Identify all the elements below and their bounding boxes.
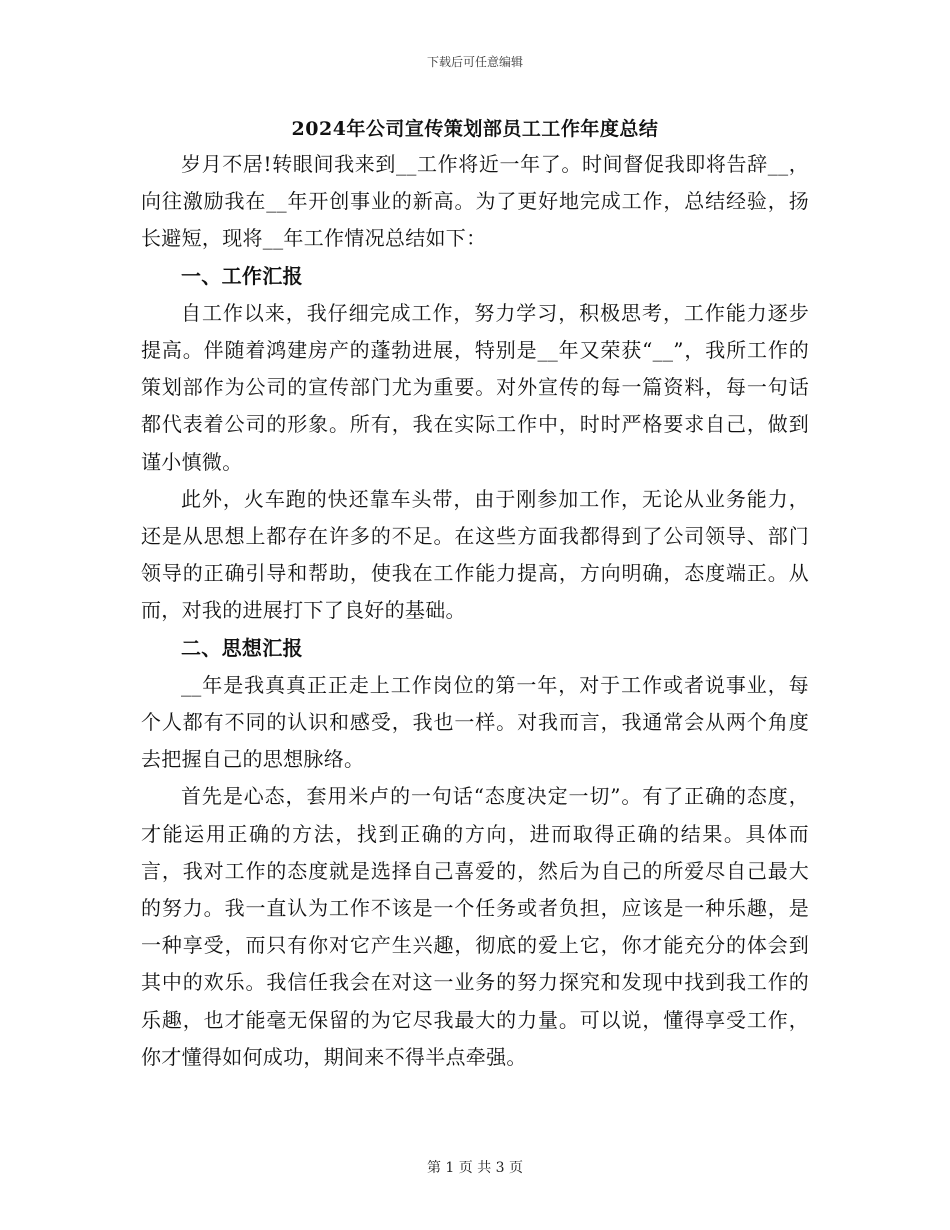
thought-paragraph-2: 首先是心态，套用米卢的一句话“态度决定一切”。有了正确的态度，才能运用正确的方法，找到正确的方向，进而取得正确的结果。具体而言，我对工作的态度就是选择自己喜爱的，然后为自己的所爱尽自己最大的努力。我一直认为工作不该是一个任务或者负担，应该是一种乐趣，是一种享受，而只有你对它产生兴趣，彻底的爱上它，你才能充分的体会到其中的欢乐。我信任我会在对这一业务的努力探究和发现中找到我工作的乐趣，也才能毫无保留的为它尽我最大的力量。可以说，懂得享受工作，你才懂得如何成功，期间来不得半点牵强。 — [141, 784, 809, 1069]
intro-paragraph: 岁月不居!转眼间我来到__工作将近一年了。时间督促我即将告辞__，向往激励我在__年开创事业的新高。为了更好地完成工作，总结经验，扬长避短，现将__年工作情况总结如下： — [141, 152, 809, 251]
document-title: 2024年公司宣传策划部员工工作年度总结 — [291, 118, 659, 140]
header-note: 下载后可任意编辑 — [426, 55, 523, 69]
document-body — [141, 146, 809, 1076]
work-paragraph-2: 此外，火车跑的快还靠车头带，由于刚参加工作，无论从业务能力，还是从思想上都存在许多的不足。在这些方面我都得到了公司领导、部门领导的正确引导和帮助，使我在工作能力提高，方向明确，态度端正。从而，对我的进展打下了良好的基础。 — [141, 486, 809, 623]
page-footer: 第 1 页 共 3 页 — [426, 1160, 524, 1176]
section-heading-thought-report: 二、思想汇报 — [181, 635, 303, 660]
thought-paragraph-1: __年是我真真正正走上工作岗位的第一年，对于工作或者说事业，每个人都有不同的认识和感受，我也一样。对我而言，我通常会从两个角度去把握自己的思想脉络。 — [141, 672, 809, 772]
section-heading-work-report: 一、工作汇报 — [181, 263, 303, 288]
work-paragraph-1: 自工作以来，我仔细完成工作，努力学习，积极思考，工作能力逐步提高。伴随着鸿建房产的蓬勃进展，特别是__年又荣获“__”，我所工作的策划部作为公司的宣传部门尤为重要。对外宣传的每一篇资料，每一句话都代表着公司的形象。所有，我在实际工作中，时时严格要求自己，做到谨小慎微。 — [141, 300, 809, 474]
